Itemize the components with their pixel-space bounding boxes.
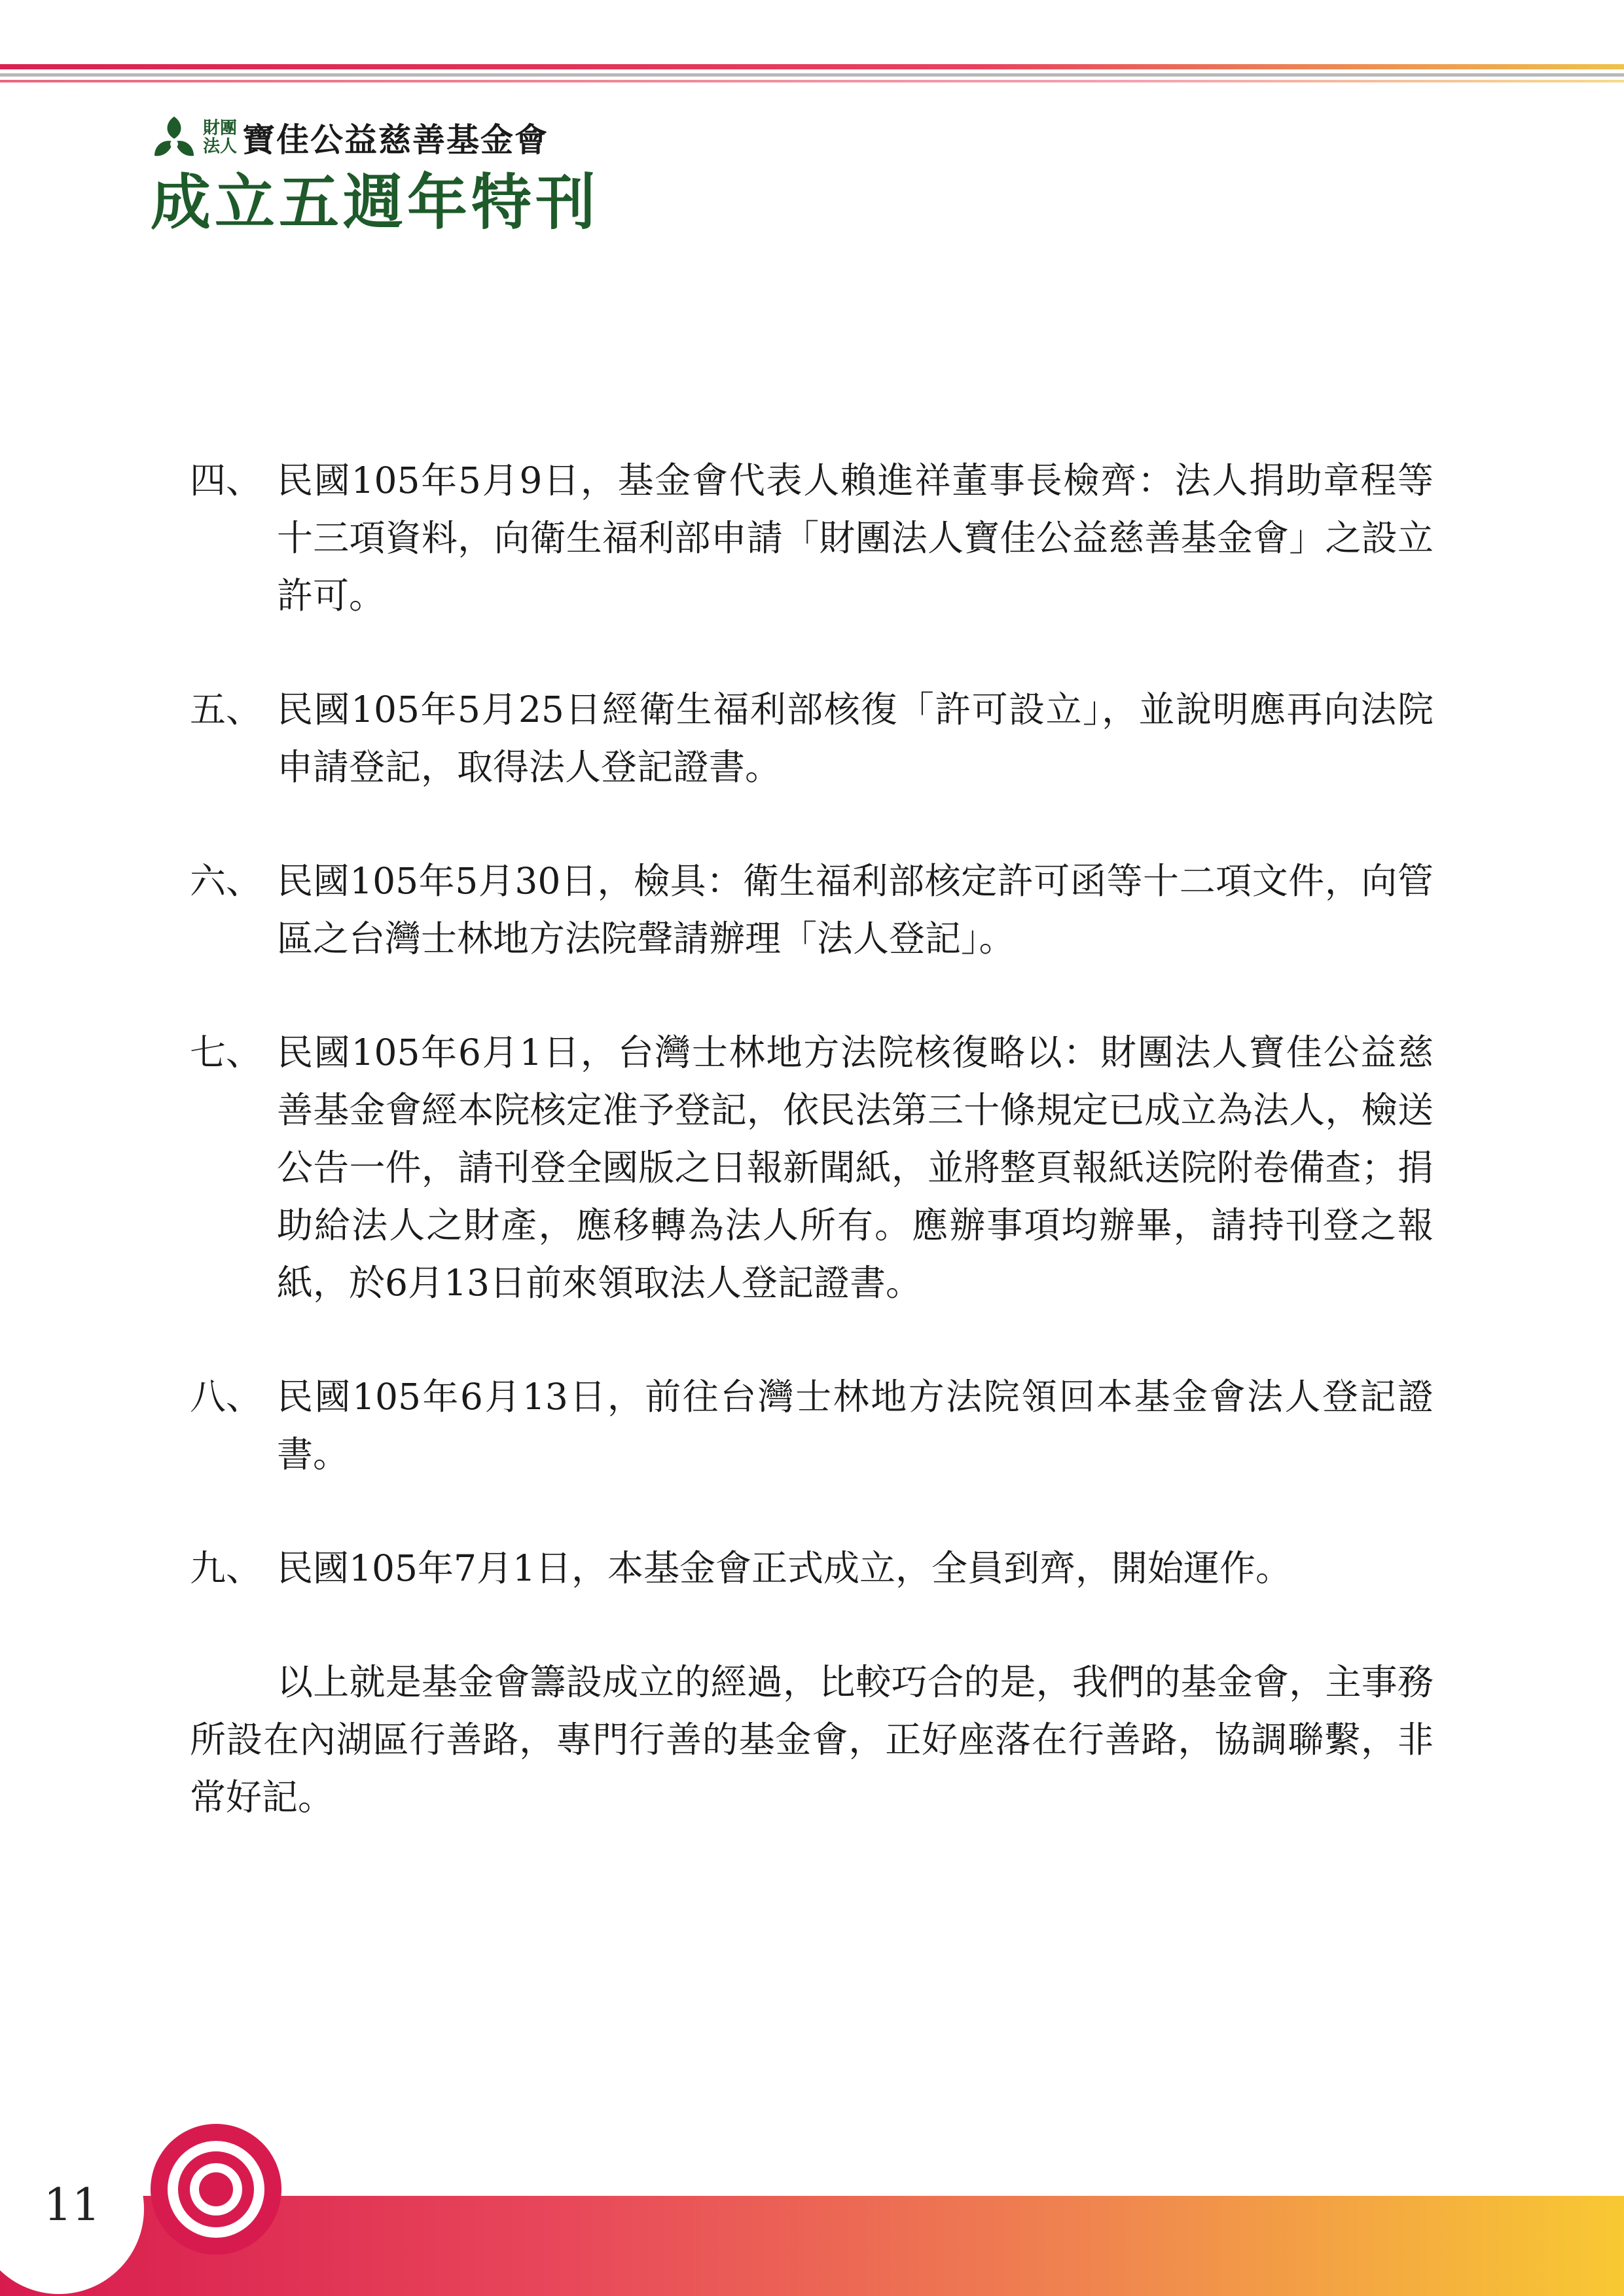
legal-line-2: 法人 (203, 137, 238, 156)
list-item-text: 民國105年5月9日，基金會代表人賴進祥董事長檢齊：法人捐助章程等十三項資料，向衛生福利部申請「財團法人寶佳公益慈善基金會」之設立許可。 (277, 459, 1434, 617)
list-item-text: 民國105年5月30日，檢具：衛生福利部核定許可函等十二項文件，向管區之台灣士林地方法院聲請辦理「法人登記」。 (277, 860, 1434, 960)
list-item (190, 1368, 1434, 1483)
top-decorative-lines (0, 64, 1624, 90)
list-item (190, 1024, 1434, 1312)
legal-entity-label (203, 119, 237, 156)
org-name: 寶佳公益慈善基金會 (242, 121, 549, 159)
list-item-number: 四、 (190, 459, 262, 501)
list-item-number: 六、 (190, 860, 262, 902)
page-header (151, 111, 600, 238)
list-item-number: 五、 (190, 689, 262, 730)
list-item (190, 852, 1434, 967)
list-item (190, 1539, 1434, 1597)
org-logo-row (151, 111, 600, 164)
publication-title: 成立五週年特刊 (151, 167, 600, 238)
list-item-text: 民國105年6月13日，前往台灣士林地方法院領回本基金會法人登記證書。 (277, 1376, 1434, 1475)
list-item (190, 681, 1434, 796)
list-item-text: 民國105年6月1日，台灣士林地方法院核復略以：財團法人寶佳公益慈善基金會經本院核定准予登記，依民法第三十條規定已成立為法人，檢送公告一件，請刊登全國版之日報新聞紙，並將整頁報紙送院附卷備查；捐助給法人之財產，應移轉為法人所有。應辦事項均辦畢，請持刊登之報紙，於6月13日前來領取法人登記證書。 (277, 1031, 1434, 1304)
triple-leaf-logo-icon (151, 114, 198, 161)
concentric-ring-icon (147, 2121, 285, 2258)
page-number: 11 (43, 2179, 101, 2231)
closing-paragraph: 以上就是基金會籌設成立的經過，比較巧合的是，我們的基金會，主事務所設在內湖區行善路，專門行善的基金會，正好座落在行善路，協調聯繫，非常好記。 (190, 1661, 1434, 1818)
list-item-text: 民國105年7月1日，本基金會正式成立，全員到齊，開始運作。 (277, 1547, 1291, 1589)
list-item-number: 九、 (190, 1547, 262, 1589)
legal-line-1: 財團 (203, 118, 238, 138)
list-item-text: 民國105年5月25日經衛生福利部核復「許可設立」，並說明應再向法院申請登記，取得法人登記證書。 (277, 689, 1434, 788)
list-item-number: 八、 (190, 1376, 262, 1418)
list-item-number: 七、 (190, 1031, 262, 1073)
list-item (190, 452, 1434, 624)
main-content (190, 452, 1434, 1862)
